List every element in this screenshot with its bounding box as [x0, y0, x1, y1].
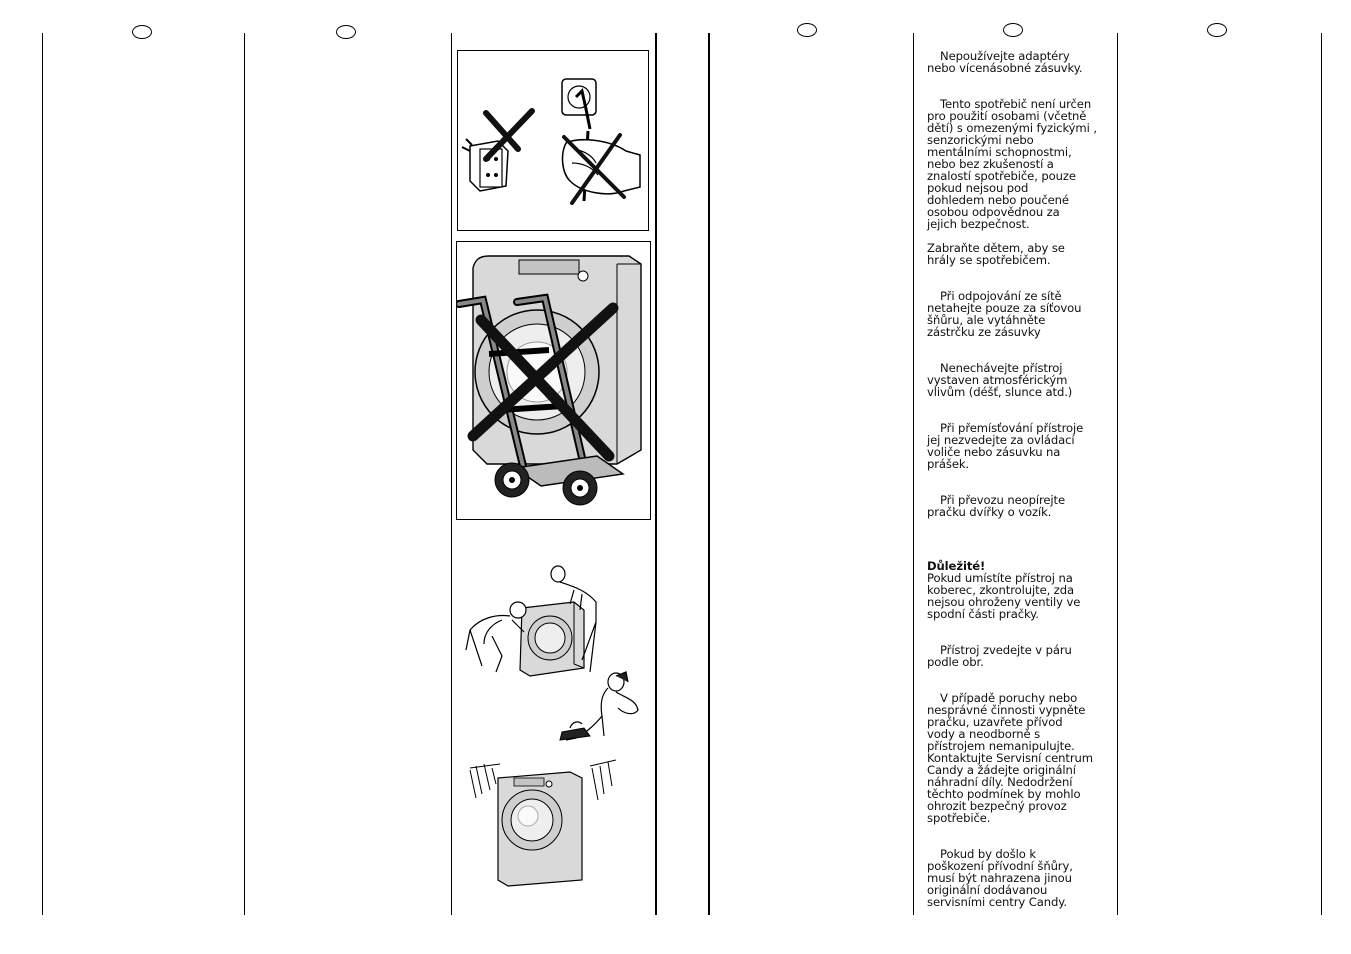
- paragraph: Při přemísťování přístroje jej nezvedejte za ovládací voliče nebo zásuvku na prášek.: [927, 421, 1084, 471]
- paragraph: Přístroj zvedejte v páru podle obr.: [927, 643, 1072, 669]
- paragraph: Při odpojování ze sítě netahejte pouze za síťovou šňůru, ale vytáhněte zástrčku ze zásuvky: [927, 289, 1082, 339]
- paragraph: Pokud by došlo k poškození přívodní šňůry, musí být nahrazena jinou originální dodávanou servisními centry Candy.: [927, 847, 1073, 909]
- language-marker: [797, 23, 817, 37]
- paragraph: Při převozu neopírejte pračku dvířky o vozík.: [927, 493, 1066, 519]
- page-divider: [708, 33, 710, 915]
- service-call-figure: [466, 668, 646, 888]
- two-person-lift-figure: [462, 560, 612, 680]
- person-icon: [466, 602, 526, 672]
- column-divider: [244, 33, 245, 915]
- language-marker: [1003, 23, 1023, 37]
- column-divider: [42, 33, 43, 915]
- important-heading: Důležité!: [927, 559, 986, 573]
- paragraph: Nepoužívejte adaptéry nebo vícenásobné zásuvky.: [927, 49, 1083, 75]
- iron-icon: [560, 722, 590, 740]
- safety-instructions-text: [927, 50, 1111, 908]
- paragraph: Pokud umístíte přístroj na koberec, zkontrolujte, zda nejsou ohroženy ventily ve spodní části pračky.: [927, 571, 1081, 621]
- paragraph: V případě poruchy nebo nesprávné činnosti vypněte pračku, uzavřete přívod vody a neodborně s přístrojem nemanipulujte. Kontaktujte Servisní centrum Candy a žádejte originální náhradní díly. Nedodržení těchto podmínek by mohlo ohrozit bezpečný provoz spotřebiče.: [927, 691, 1093, 825]
- trolley-warning-figure: [456, 241, 651, 520]
- paragraph: Tento spotřebič není určen pro použití osobami (včetně dětí) s omezenými fyzickými , senzorickými nebo mentálními schopnostmi, nebo bez zkušeností a znalostí spotřebiče, pouze pokud nejsou pod dohledem nebo poučené osobou odpovědnou za jejich bezpečnost.: [927, 97, 1097, 231]
- paragraph: Zabraňte dětem, aby se hrály se spotřebičem.: [927, 241, 1065, 267]
- column-divider: [1321, 33, 1322, 915]
- paragraph: Nenechávejte přístroj vystaven atmosférickým vlivům (déšť, slunce atd.): [927, 361, 1073, 399]
- washing-machine-icon: [520, 602, 584, 676]
- language-marker: [132, 25, 152, 39]
- adapter-warning-figure: [457, 50, 649, 231]
- language-marker: [336, 25, 356, 39]
- column-divider: [913, 33, 914, 915]
- cross-mark: [486, 111, 532, 159]
- page-divider: [655, 33, 657, 915]
- column-divider: [451, 33, 452, 915]
- language-marker: [1207, 23, 1227, 37]
- washing-machine-icon: [498, 772, 582, 886]
- column-divider: [1117, 33, 1118, 915]
